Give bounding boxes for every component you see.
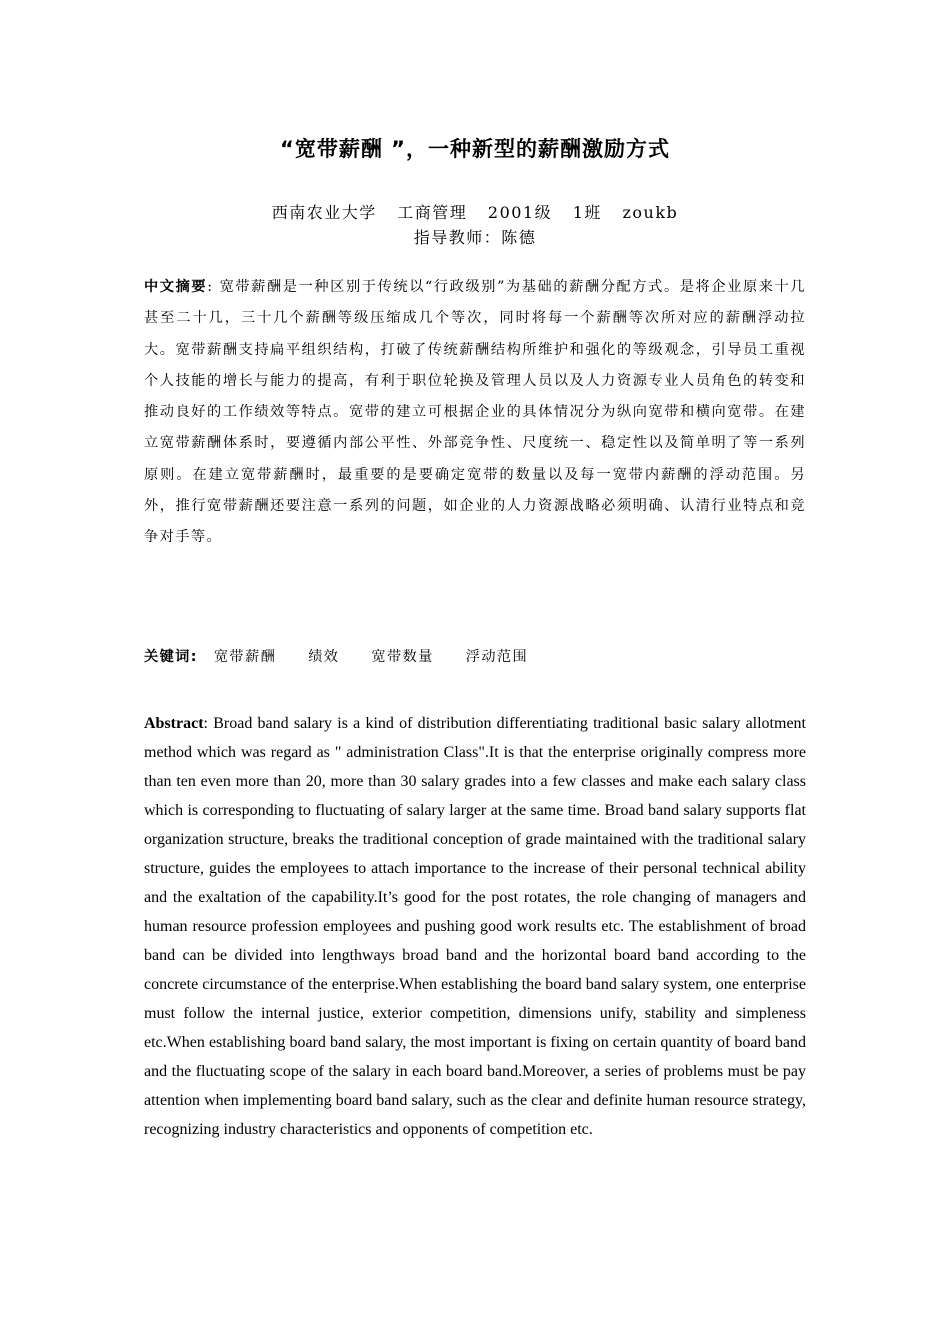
english-abstract: [144, 709, 806, 1144]
chinese-abstract: [144, 272, 806, 554]
keyword-item: 浮动范围: [465, 649, 529, 665]
keyword-item: 宽带薪酬: [213, 649, 277, 665]
english-abstract-label: Abstract: [144, 715, 204, 732]
keyword-item: 宽带数量: [371, 649, 434, 665]
chinese-abstract-label: 中文摘要: [144, 279, 208, 295]
keywords-line: [144, 642, 806, 672]
author-line: 西南农业大学 工商管理 2001级 1班 zoukb: [271, 203, 679, 222]
english-abstract-separator: :: [203, 715, 214, 732]
chinese-abstract-text: 宽带薪酬是一种区别于传统以“行政级别”为基础的薪酬分配方式。是将企业原来十几甚至二十几，三十几个薪酬等级压缩成几个等次，同时将每一个薪酬等次所对应的薪酬浮动拉大。宽带薪酬支持扁平组织结构，打破了传统薪酬结构所维护和强化的等级观念，引导员工重视个人技能的增长与能力的提高，有利于职位轮换及管理人员以及人力资源专业人员角色的转变和推动良好的工作绩效等特点。宽带的建立可根据企业的具体情况分为纵向宽带和横向宽带。在建立宽带薪酬体系时，要遵循内部公平性、外部竞争性、尺度统一、稳定性以及简单明了等一系列原则。在建立宽带薪酬时，最重要的是要确定宽带的数量以及每一宽带内薪酬的浮动范围。另外，推行宽带薪酬还要注意一系列的问题，如企业的人力资源战略必须明确、认清行业特点和竞争对手等。: [144, 279, 806, 546]
keyword-item: 绩效: [308, 649, 340, 665]
chinese-abstract-separator: :: [207, 279, 220, 295]
paper-title: “宽带薪酬 ”，一种新型的薪酬激励方式: [280, 137, 670, 161]
advisor-line: 指导教师：陈德: [413, 228, 537, 247]
english-abstract-text: Broad band salary is a kind of distribution differentiating traditional basic salary allotment method which was regard as " administration Class".It is that the enterprise originally compress more than ten even more than 20, more than 30 salary grades into a few classes and make each salary class which is corresponding to fluctuating of salary larger at the same time. Broad band salary supports flat organization structure, breaks the traditional conception of grade maintained with the traditional salary structure, guides the employees to attach importance to the increase of their personal technical ability and the exaltation of the capability.It’s good for the post rotates, the role changing of managers and human resource profession employees and pushing good work results etc. The establishment of broad band can be divided into lengthways broad band and the horizontal board band according to the concrete circumstance of the enterprise.When establishing the board band salary system, one enterprise must follow the internal justice, exterior competition, dimensions unify, stability and simpleness etc.When establishing board band salary, the most important is fixing on certain quantity of board band and the fluctuating scope of the salary in each board band.Moreover, a series of problems must be pay attention when implementing board band salary, such as the clear and definite human resource strategy, recognizing industry characteristics and opponents of competition etc.: [144, 715, 806, 1138]
keywords-label: 关键词:: [144, 649, 198, 665]
